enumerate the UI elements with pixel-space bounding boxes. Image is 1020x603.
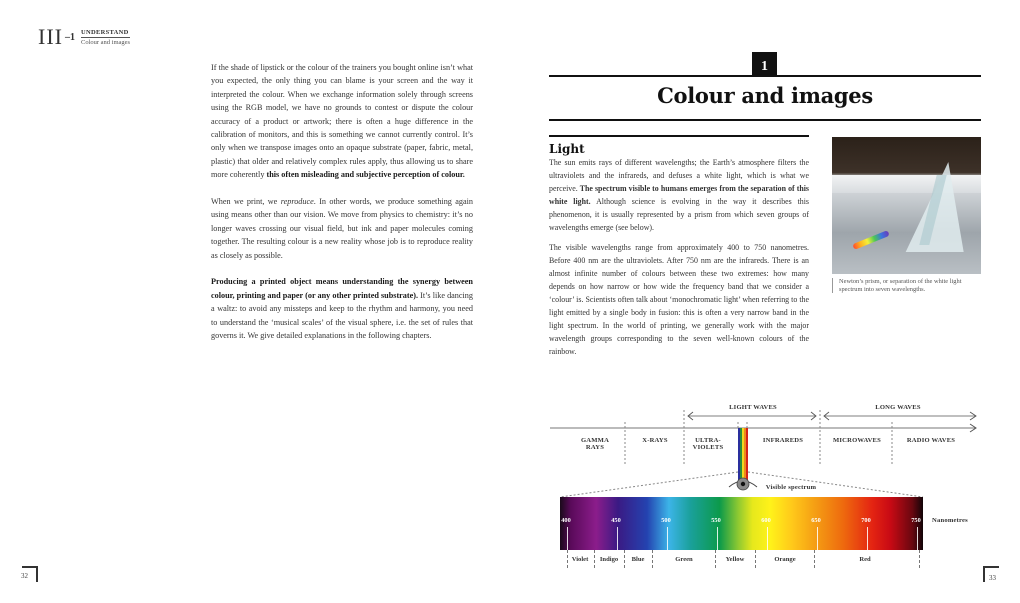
band-separator (652, 550, 653, 568)
tick-mark (667, 527, 668, 550)
section-number: –1 (64, 31, 75, 43)
paragraph-text: When we print, we (211, 197, 281, 207)
visible-spectrum-bar (560, 497, 923, 550)
section-subtitle: Colour and images (80, 38, 131, 46)
tick-mark (867, 527, 868, 550)
paragraph-text: Although science is evolving in the way it describes this phenomenon, it is usually represented by a prism from which seven groups of wavelengths emerge (see below). (549, 196, 810, 232)
photo-caption: Newton’s prism, or separation of the white light spectrum into seven wavelengths. (832, 278, 972, 293)
tick-550: 550 (711, 517, 721, 524)
divider (549, 119, 981, 121)
region-gamma-rays: GAMMA RAYS (580, 437, 610, 451)
nanometres-label: Nanometres (932, 517, 968, 524)
light-body (549, 157, 809, 359)
band-violet: Violet (571, 556, 589, 563)
paragraph-intro (211, 61, 473, 182)
band-separator (594, 550, 595, 568)
region-infrareds: INFRAREDS (762, 437, 804, 444)
divider (549, 135, 809, 137)
paragraph-reproduce (211, 195, 473, 262)
long-waves-label: LONG WAVES (875, 404, 921, 411)
light-section (549, 135, 809, 367)
divider (549, 75, 981, 77)
band-indigo: Indigo (599, 556, 619, 563)
band-orange: Orange (774, 556, 796, 563)
page-number-right: 33 (989, 574, 996, 582)
band-blue: Blue (631, 556, 645, 563)
paragraph-emphasis: this often misleading and subjective perception of colour. (266, 170, 465, 180)
paragraph-sun (549, 157, 809, 234)
visible-spectrum-label: Visible spectrum (765, 484, 817, 491)
tick-mark (767, 527, 768, 550)
page-number-left: 32 (21, 572, 28, 580)
section-heading: Light (549, 142, 585, 156)
region-ultraviolets: ULTRA-VIOLETS (692, 437, 724, 451)
section-roman-numeral: III (38, 24, 63, 49)
band-yellow: Yellow (725, 556, 745, 563)
band-green: Green (675, 556, 693, 563)
prism-photo (832, 137, 981, 274)
tick-mark (567, 527, 568, 550)
paragraph-text: The sun emits rays of different wavelengths; the Earth’s atmosphere filters the ultraviolets and the infrareds, and defuses a white light, which is what we perceive. (549, 158, 809, 193)
section-labels (81, 29, 130, 46)
paragraph-text: It’s like dancing a waltz: to avoid any missteps and keep to the rhythm and harmony, you need to understand the ‘musical scales’ of the visual sphere, i.e. the set of rules that governs it. We give detailed explanations in the following chapters. (211, 290, 473, 341)
section-kicker: UNDERSTAND (80, 28, 129, 36)
paragraph-text: If the shade of lipstick or the colour of the trainers you bought online isn’t what you expected, the only thing you can blame is your screen and the way it interpreted the colour. When we exchange information solely through screens using the RGB model, we have no grounds to contest or dispute the colour accuracy of a product or artwork; there is often a huge difference in the calibration of monitors, and this is something we cannot currently control. It’s only when we transpose images onto an opaque substrate (paper, fabric, metal, plastic) that older and relatively complex rules apply, thus allowing us to share more coherently (211, 63, 473, 180)
paragraph-emphasis: The spectrum visible to humans emerges from the separation of this white light. (549, 183, 809, 206)
band-red: Red (859, 556, 871, 563)
band-separator (814, 550, 815, 568)
tick-600: 600 (761, 517, 771, 524)
band-separator (567, 550, 568, 568)
region-x-rays: X-RAYS (642, 437, 668, 444)
spectrum-diagram (548, 400, 988, 572)
tick-mark (817, 527, 818, 550)
chapter-title: Colour and images (657, 83, 873, 108)
band-separator (624, 550, 625, 568)
band-separator (919, 550, 920, 568)
paragraph-wavelengths: The visible wavelengths range from approximately 400 to 750 nanometres. Before 400 nm are the ultraviolets. After 750 nm are the infrareds. There is an almost infinite number of colours between these two extremes: how many depends on how narrow or how wide the frequency band that we consider a ‘colour’ is. Scientists often talk about ‘monochromatic light’ when referring to the light emitted by a single body in fusion: this is often a very narrow band in the light spectrum. In the world of printing, we generally work with the major wavelength groups corresponding to the seven well-known colours of the rainbow. (549, 243, 809, 356)
tick-mark (617, 527, 618, 550)
left-text-column (211, 61, 473, 356)
paragraph-synergy (211, 275, 473, 342)
region-microwaves: MICROWAVES (832, 437, 882, 444)
region-radio-waves: RADIO WAVES (906, 437, 956, 444)
tick-700: 700 (861, 517, 871, 524)
section-mark (38, 24, 130, 50)
tick-750: 750 (911, 517, 921, 524)
chapter-number-tab: 1 (752, 52, 777, 76)
paragraph-italic: reproduce (280, 197, 314, 207)
tick-mark (917, 527, 918, 550)
tick-450: 450 (611, 517, 621, 524)
rainbow-refraction (852, 230, 889, 250)
paragraph-emphasis: Producing a printed object means understanding the synergy between colour, printing and paper (or any other printed substrate). (211, 277, 473, 300)
tick-mark (717, 527, 718, 550)
tick-500: 500 (661, 517, 671, 524)
paragraph-text: . In other words, we produce something again using means other than our vision. We move from physics to chemistry: it’s no longer waves crossing our visual field, but ink and paper molecules coming together. The resulting colour is a new reality whose job is to reproduce reality as closely as possible. (211, 197, 473, 260)
tick-400: 400 (561, 517, 571, 524)
light-waves-label: LIGHT WAVES (729, 404, 777, 411)
band-separator (755, 550, 756, 568)
band-separator (715, 550, 716, 568)
tick-650: 650 (811, 517, 821, 524)
